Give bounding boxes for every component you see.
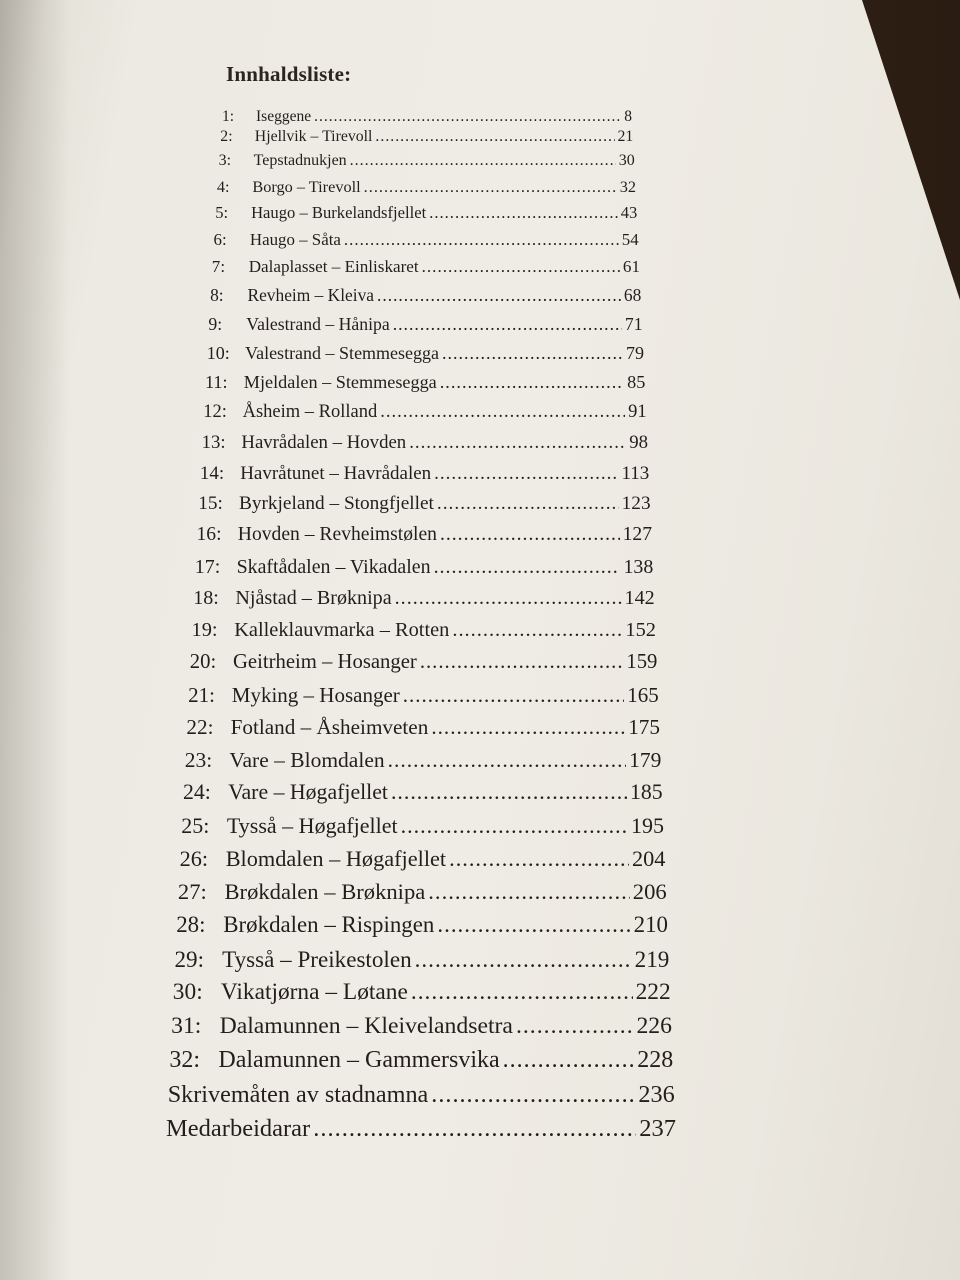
toc-entry-number: 10: [206,343,230,363]
toc-entry-number: 28: [176,912,206,938]
toc-dot-leader [449,846,629,872]
toc-entry-number: 24: [183,780,211,805]
toc-entry [175,946,670,973]
toc-entry [166,1115,676,1143]
toc-entry-number: 3: [218,151,232,169]
toc-entry [188,683,659,708]
toc-entry-number: 16: [196,524,222,546]
toc-entry-title: Medarbeidarar [166,1115,311,1142]
toc-entry-title: Vare – Høgafjellet [228,780,388,805]
toc-entry-title: Fotland – Åsheimveten [230,715,429,739]
toc-entry-number: 9: [208,313,223,334]
toc-entry-page-number: 8 [624,108,632,125]
toc-entry-number: 2: [220,128,233,146]
toc-entry-number: 8: [210,285,224,306]
toc-entry-title: Hjellvik – Tirevoll [254,128,373,146]
toc-entry-title: Mjeldalen – Stemmesegga [243,372,437,393]
toc-dot-leader [516,1013,634,1040]
toc-entry-title: Iseggene [256,108,312,125]
toc-entry [185,748,662,773]
toc-dot-leader [314,108,621,126]
toc-entry-number: 32: [169,1046,201,1073]
toc-entry [169,1047,673,1074]
toc-dot-leader [434,463,618,485]
toc-entry-number: 11: [205,372,228,393]
toc-entry [183,780,663,805]
toc-entry [207,343,644,364]
toc-entry-title: Skaftådalen – Vikadalen [236,555,431,578]
toc-dot-leader [428,879,630,905]
toc-entry-page-number: 71 [624,313,643,334]
toc-entry-number: 29: [174,945,205,972]
toc-entry-number: 27: [177,879,207,904]
toc-entry-page-number: 123 [621,493,651,515]
toc-entry-number: 12: [203,402,227,423]
toc-entry [198,493,650,515]
toc-entry-title: Havråtunet – Havrådalen [240,462,432,484]
toc-entry [192,619,657,642]
toc-dot-leader [403,683,624,708]
toc-dot-leader [422,257,620,277]
toc-entry-page-number: 210 [633,912,668,938]
toc-entry-title: Havrådalen – Hovden [241,432,407,454]
toc-entry [173,979,671,1006]
toc-entry-page-number: 237 [639,1115,676,1142]
toc-entry [222,108,632,126]
toc-entry-title: Byrkjeland – Stongfjellet [238,493,434,515]
toc-entry-page-number: 91 [628,402,647,423]
toc-entry [215,203,637,223]
toc-entry-page-number: 54 [621,229,639,249]
toc-entry [178,879,667,905]
toc-entry [195,556,654,579]
toc-entry-number: 15: [198,493,223,515]
toc-entry [212,257,640,277]
toc-entry [186,715,660,740]
toc-entry [190,651,658,674]
toc-entry-page-number: 32 [619,176,636,196]
toc-entry-title: Haugo – Såta [249,229,341,249]
toc-entry-page-number: 138 [623,555,654,578]
toc-dot-leader [350,152,616,170]
toc-entry-page-number: 79 [625,343,644,363]
toc-entry-title: Tysså – Preikestolen [222,945,412,972]
toc-entry-number: 4: [216,176,230,196]
toc-entry-title: Hovden – Revheimstølen [237,524,437,546]
toc-entry-title: Myking – Hosanger [231,682,400,707]
toc-entry-page-number: 206 [632,879,667,904]
toc-entry-number: 6: [213,229,227,249]
toc-entry-title: Valestrand – Hånipa [246,313,390,334]
toc-entry-page-number: 159 [626,650,658,673]
toc-dot-leader [391,780,627,805]
toc-entry-number: 19: [191,618,218,641]
toc-entry-page-number: 98 [629,432,648,454]
toc-dot-leader [388,748,627,773]
toc-dot-leader [431,1081,635,1109]
toc-entry-page-number: 113 [621,462,650,484]
toc-entry [200,463,649,485]
toc-entry [168,1081,675,1109]
toc-entry-page-number: 61 [622,257,640,277]
toc-dot-leader [437,912,630,938]
toc-entry [205,372,645,393]
toc-entry-page-number: 43 [620,202,638,222]
toc-dot-leader [440,372,624,393]
toc-entry-title: Vare – Blomdalen [229,747,385,772]
toc-entry-title: Revheim – Kleiva [247,285,375,306]
toc-entry [220,128,633,146]
toc-dot-leader [375,128,614,146]
toc-entry-title: Tepstadnukjen [253,151,347,169]
toc-entry-title: Haugo – Burkelandsfjellet [251,202,427,222]
toc-entry-title: Åsheim – Rolland [242,402,378,423]
toc-entry-page-number: 165 [627,682,659,707]
toc-entry [193,587,655,610]
toc-entry-page-number: 185 [629,780,663,805]
toc-entry-number: 17: [194,555,221,578]
toc-dot-leader [440,524,620,546]
toc-entry-number: 22: [186,715,214,739]
toc-entry-page-number: 226 [636,1013,672,1039]
toc-entry [171,1013,672,1040]
toc-dot-leader [411,979,633,1006]
toc-entry [197,524,653,546]
toc-entry-page-number: 195 [630,812,664,838]
toc-dot-leader [395,587,622,610]
toc-entry-title: Geitrheim – Hosanger [232,650,417,673]
toc-entry-number: 30: [172,979,203,1006]
toc-entry-number: 1: [222,108,235,125]
toc-entry-page-number: 68 [623,285,642,306]
toc-entry [180,846,666,872]
toc-entry-title: Blomdalen – Høgafjellet [225,845,447,871]
toc-dot-leader [431,715,625,740]
toc-entry-title: Tysså – Høgafjellet [226,812,398,838]
toc-entry-number: 26: [179,845,209,871]
toc-dot-leader [437,493,619,515]
toc-entry-number: 13: [201,432,226,454]
toc-entry-page-number: 222 [635,979,671,1006]
toc-entry-number: 14: [199,462,225,484]
toc-entry-page-number: 30 [618,151,635,169]
toc-entry [214,230,639,250]
toc-entry-number: 23: [184,747,213,772]
toc-entry-number: 25: [181,812,210,838]
toc-entry-number: 7: [211,257,226,277]
toc-entry-page-number: 142 [624,587,655,610]
toc-entry-page-number: 179 [629,747,662,772]
toc-dot-leader [313,1115,636,1143]
toc-entry-number: 5: [215,202,229,222]
toc-entry-page-number: 236 [638,1080,675,1108]
toc-entry-page-number: 219 [634,945,670,972]
toc-entry [202,432,648,454]
toc-dot-leader [429,203,617,223]
toc-entry-title: Brøkdalen – Brøknipa [224,879,426,904]
toc-entry-title: Dalamunnen – Gammersvika [218,1046,500,1073]
toc-entry [217,177,636,197]
toc-entry [210,285,641,306]
toc-dot-leader [364,177,617,197]
toc-entry-page-number: 21 [617,128,634,146]
toc-entry-page-number: 175 [628,715,660,739]
toc-entry [203,402,646,423]
toc-entry-number: 18: [193,587,219,610]
toc-dot-leader [442,343,623,364]
toc-entry-number: 31: [171,1013,202,1039]
toc-entry-page-number: 127 [622,524,652,546]
toc-entry-title: Borgo – Tirevoll [252,176,361,196]
toc-entry-page-number: 152 [625,618,656,641]
toc-entry-page-number: 228 [637,1046,674,1073]
toc-entry [208,314,642,335]
toc-entry [176,912,668,938]
toc-dot-leader [452,619,622,642]
toc-dot-leader [377,285,621,306]
toc-entry [219,152,635,170]
toc-entry-title: Dalamunnen – Kleivelandsetra [219,1013,513,1039]
toc-dot-leader [415,946,632,973]
toc-dot-leader [409,432,626,454]
toc-dot-leader [393,314,622,335]
toc-dot-leader [420,651,624,674]
toc-entry-page-number: 204 [631,845,666,871]
toc-entry-title: Brøkdalen – Rispingen [223,912,435,938]
toc-entry-title: Valestrand – Stemmesegga [245,343,440,363]
toc-dot-leader [434,556,621,579]
toc-heading: Innhaldsliste: [226,62,352,86]
toc-entry-page-number: 85 [627,372,646,393]
toc-dot-leader [503,1047,635,1074]
toc-entry [181,813,664,839]
toc-dot-leader [401,813,628,839]
toc-entry-title: Njåstad – Brøknipa [235,587,392,610]
toc-entry-number: 20: [189,650,217,673]
toc-entry-title: Vikatjørna – Løtane [220,979,408,1006]
toc-entry-title: Kalleklauvmarka – Rotten [234,618,450,641]
toc-dot-leader [380,402,625,423]
toc-dot-leader [344,230,619,250]
toc-entry-number: 21: [188,682,215,707]
toc-entry-title: Dalaplasset – Einliskaret [248,257,419,277]
toc-entry-title: Skrivemåten av stadnamna [167,1080,429,1108]
